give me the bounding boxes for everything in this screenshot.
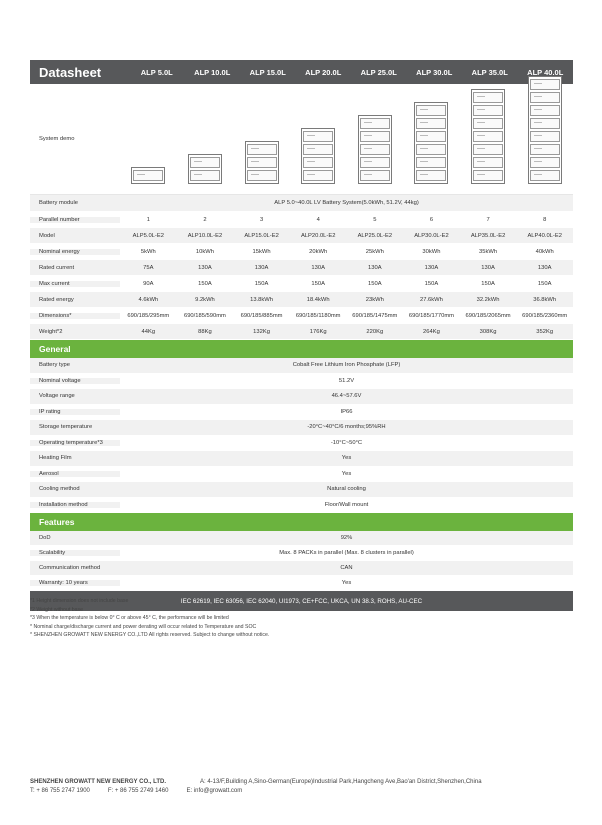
general-value: -20°C~40°C/6 months;95%RH <box>307 424 386 431</box>
battery-module-icon <box>530 79 560 90</box>
spec-value: 690/185/885mm <box>240 312 283 319</box>
footnote: *3 When the temperature is below 0° C or above 45° C, the performance will be limited <box>30 615 229 622</box>
spec-value: ALP15.0L-E2 <box>244 232 279 239</box>
battery-module-icon <box>360 144 390 155</box>
datasheet-title: Datasheet <box>39 64 102 80</box>
general-label: IP rating <box>30 409 120 415</box>
features-value: Max. 8 PACKs in parallel (Max. 8 clusters in parallel) <box>279 550 414 556</box>
battery-module-icon <box>530 157 560 168</box>
footnote: * SHENZHEN GROWATT NEW ENERGY CO.,LTD All rights reserved. Subject to change without notice. <box>30 632 270 639</box>
spec-value: 690/185/1475mm <box>352 312 398 319</box>
spec-label: Rated energy <box>39 296 74 303</box>
battery-module-icon <box>190 157 220 168</box>
spec-value: 44Kg <box>141 328 156 335</box>
model-header: ALP 15.0L <box>249 67 286 77</box>
battery-module-icon <box>247 170 277 181</box>
battery-stack-icon <box>245 141 279 184</box>
spec-value: 690/185/295mm <box>127 312 170 319</box>
spec-value: 690/185/2360mm <box>522 312 568 319</box>
battery-module-icon <box>360 157 390 168</box>
general-row <box>30 498 573 514</box>
general-label: Installation method <box>30 502 120 508</box>
features-row <box>30 546 573 561</box>
model-header: ALP 35.0L <box>471 67 508 77</box>
spec-value: 264Kg <box>423 328 440 335</box>
battery-stack-cell <box>233 84 290 194</box>
battery-stack-cell <box>347 84 404 194</box>
general-value: IP66 <box>340 408 353 415</box>
spec-value: 150A <box>198 280 212 287</box>
spec-value: 15kWh <box>252 248 271 255</box>
company-name: SHENZHEN GROWATT NEW ENERGY CO., LTD. <box>30 779 167 785</box>
general-label: Aerosol <box>30 471 120 477</box>
spec-value: 27.6kWh <box>419 296 443 303</box>
spec-label: Parallel number <box>30 217 120 223</box>
spec-value: 130A <box>368 264 382 271</box>
spec-value: 25kWh <box>365 248 384 255</box>
spec-value: 30kWh <box>422 248 441 255</box>
spec-value: 23kWh <box>365 296 384 303</box>
general-label: Battery type <box>39 362 70 369</box>
battery-module-icon <box>530 170 560 181</box>
battery-module-icon <box>303 131 333 142</box>
company-tel: T: + 86 755 2747 1900 <box>30 788 90 794</box>
model-header: ALP 40.0L <box>527 67 564 77</box>
features-label: Communication method <box>39 565 101 571</box>
datasheet-header <box>30 60 573 84</box>
page-footer <box>30 779 573 794</box>
spec-row-weight <box>30 324 573 340</box>
spec-value: 6 <box>429 216 434 223</box>
general-value: Yes <box>341 455 352 462</box>
company-address: A: 4-13/F,Building A,Sino-German(Europe)Industrial Park,Hangcheng Ave,Bao'an District,Shenzhen,China <box>200 779 482 785</box>
battery-stack-cell <box>403 84 460 194</box>
battery-module-icon <box>473 144 503 155</box>
battery-module-icon <box>303 170 333 181</box>
general-row <box>30 467 573 483</box>
company-fax: F: + 86 755 2749 1460 <box>107 788 169 794</box>
spec-value: 4 <box>316 216 320 223</box>
spec-value: 10kWh <box>195 248 214 255</box>
spec-value: 18.4kWh <box>306 296 330 303</box>
spec-value: 150A <box>537 280 552 287</box>
general-row <box>30 436 573 452</box>
battery-module-icon <box>416 144 446 155</box>
battery-module-icon <box>473 92 503 103</box>
system-demo-row <box>30 84 573 195</box>
spec-value: 150A <box>368 280 382 287</box>
spec-value: 7 <box>486 216 490 223</box>
battery-stack-icon <box>471 89 505 184</box>
spec-label: Dimensions* <box>30 313 120 319</box>
battery-module-icon <box>416 170 446 181</box>
battery-module-icon <box>416 131 446 142</box>
spec-value: 130A <box>311 264 325 271</box>
general-value: 46.4~57.6V <box>331 393 362 400</box>
features-value: Yes <box>341 580 352 586</box>
battery-module-icon <box>530 131 560 142</box>
battery-module-icon <box>303 157 333 168</box>
battery-stack-icon <box>528 76 562 184</box>
footnote: *2 Weight without base <box>30 606 83 613</box>
battery-module-icon <box>303 144 333 155</box>
battery-module-icon <box>530 144 560 155</box>
battery-stack-icon <box>131 167 165 184</box>
spec-value: 132Kg <box>253 328 270 335</box>
spec-value: 35kWh <box>479 248 498 255</box>
general-label: Cooling method <box>39 486 80 493</box>
spec-value: ALP20.0L-E2 <box>300 232 336 239</box>
spec-row-battery-module: Battery module ALP 5.0~40.0L LV Battery System(5.0kWh, 51.2V, 44kg) <box>30 195 573 212</box>
general-section-title: General <box>30 340 573 358</box>
battery-module-icon <box>530 105 560 116</box>
footnote: * Nominal charge/discharge current and power derating will occur related to Temperature and SOC <box>30 623 257 630</box>
spec-value: 4.6kWh <box>138 296 159 303</box>
spec-value: 1 <box>146 216 150 223</box>
battery-module-icon <box>416 118 446 129</box>
battery-module-icon <box>247 157 277 168</box>
spec-value: ALP10.0L-E2 <box>187 232 223 239</box>
spec-label: Weight*2 <box>39 328 63 335</box>
spec-value: 690/185/2065mm <box>465 312 511 319</box>
spec-label: Nominal energy <box>30 249 120 255</box>
general-label: Nominal voltage <box>30 378 120 384</box>
spec-value: ALP35.0L-E2 <box>470 232 506 239</box>
features-row <box>30 561 573 576</box>
spec-value: 352Kg <box>536 328 554 335</box>
features-value: 92% <box>340 535 353 541</box>
model-header: ALP 30.0L <box>416 67 453 77</box>
features-value: CAN <box>340 565 353 571</box>
system-demo-label: System demo <box>39 136 75 142</box>
general-value: Cobalt Free Lithium Iron Phosphate (LFP) <box>292 362 401 369</box>
battery-module-icon <box>190 170 220 181</box>
battery-module-icon <box>360 131 390 142</box>
spec-value: 308Kg <box>479 328 497 335</box>
general-label: Heating Film <box>39 455 72 462</box>
battery-module-icon <box>360 118 390 129</box>
spec-value: 150A <box>481 280 495 287</box>
battery-stack-cell <box>290 84 347 194</box>
spec-value: 5kWh <box>140 248 156 255</box>
company-email: E: info@growatt.com <box>186 788 243 794</box>
spec-value: 150A <box>254 280 269 287</box>
spec-value: 690/185/590mm <box>183 312 226 319</box>
general-value: Floor/Wall mount <box>324 501 369 508</box>
model-header: ALP 5.0L <box>140 67 173 77</box>
model-header: ALP 25.0L <box>360 67 397 77</box>
general-value: -10°C~50°C <box>330 439 363 446</box>
general-value: Yes <box>341 470 352 477</box>
spec-value: 2 <box>203 216 207 223</box>
spec-value: 150A <box>311 280 325 287</box>
battery-stack-icon <box>188 154 222 184</box>
general-row <box>30 405 573 421</box>
spec-value: 88Kg <box>198 328 212 335</box>
features-label: DoD <box>39 535 51 541</box>
spec-value: 36.8kWh <box>533 296 557 303</box>
battery-module-icon <box>133 170 163 181</box>
battery-stack-cell <box>460 84 517 194</box>
spec-value: 9.2kWh <box>195 296 215 303</box>
datasheet-table <box>30 60 573 611</box>
battery-module-icon <box>530 92 560 103</box>
features-section-title: Features <box>30 513 573 531</box>
features-row <box>30 576 573 591</box>
spec-value: 5 <box>373 216 377 223</box>
spec-value: 130A <box>424 264 439 271</box>
features-label: Warranty: 10 years <box>30 580 120 586</box>
spec-value: 40kWh <box>535 248 554 255</box>
battery-module-icon <box>247 144 277 155</box>
spec-value: 690/185/1180mm <box>295 312 341 319</box>
spec-row-nominal-energy <box>30 244 573 260</box>
battery-stack-icon <box>414 102 448 184</box>
footnotes <box>30 597 269 640</box>
spec-value: ALP40.0L-E2 <box>527 232 562 239</box>
model-header: ALP 20.0L <box>305 67 342 77</box>
spec-value: 690/185/1770mm <box>408 312 454 319</box>
general-row <box>30 482 573 498</box>
battery-stack-icon <box>358 115 392 184</box>
general-label: Storage temperature <box>39 424 93 431</box>
general-label: Operating temperature*3 <box>30 440 120 446</box>
general-value: 51.2V <box>338 377 355 384</box>
spec-value: ALP30.0L-E2 <box>414 232 449 239</box>
spec-value: 75A <box>143 264 154 271</box>
spec-row-dimensions <box>30 308 573 324</box>
spec-value: ALP25.0L-E2 <box>357 232 393 239</box>
battery-stack-icon <box>301 128 335 184</box>
spec-value: 13.8kWh <box>250 296 273 303</box>
spec-row-max-current <box>30 276 573 292</box>
spec-label: Max current <box>30 281 120 287</box>
battery-module-icon <box>473 131 503 142</box>
spec-value: 176Kg <box>309 328 327 335</box>
battery-module-icon <box>416 105 446 116</box>
spec-value: 130A <box>481 264 495 271</box>
spec-label: Model <box>39 232 55 239</box>
battery-stack-cell <box>120 84 177 194</box>
spec-value: 20kWh <box>309 248 328 255</box>
battery-module-icon <box>530 118 560 129</box>
spec-value: 130A <box>537 264 552 271</box>
battery-module-icon <box>473 105 503 116</box>
spec-value: 150A <box>424 280 439 287</box>
spec-row-parallel-number <box>30 212 573 228</box>
spec-value: 8 <box>543 216 547 223</box>
general-row <box>30 374 573 390</box>
general-label: Voltage range <box>39 393 75 400</box>
battery-stack-cell <box>516 84 573 194</box>
general-row <box>30 451 573 467</box>
battery-module-icon <box>473 157 503 168</box>
battery-module-icon <box>473 170 503 181</box>
spec-row-rated-current <box>30 260 573 276</box>
spec-row-model <box>30 228 573 244</box>
model-header: ALP 10.0L <box>194 67 231 77</box>
battery-module-icon <box>360 170 390 181</box>
battery-module-icon <box>416 157 446 168</box>
spec-value: 90A <box>143 280 154 287</box>
spec-value: 130A <box>198 264 212 271</box>
certifications-bar: IEC 62619, IEC 63056, IEC 62040, UI1973, CE+FCC, UKCA, UN 38.3, ROHS, AU-CEC <box>30 591 573 611</box>
features-row <box>30 531 573 546</box>
spec-value: 3 <box>259 216 264 223</box>
spec-row-rated-energy <box>30 292 573 308</box>
general-row <box>30 389 573 405</box>
footnote: *1 Height dimension does not include base <box>30 598 129 604</box>
general-row <box>30 358 573 374</box>
spec-value: 130A <box>254 264 269 271</box>
general-value: Natural cooling <box>327 486 366 493</box>
features-label: Scalability <box>30 550 120 556</box>
spec-value: 32.2kWh <box>476 296 500 303</box>
spec-value: 220Kg <box>366 328 384 335</box>
spec-label: Rated current <box>39 264 75 271</box>
spec-value: ALP5.0L-E2 <box>132 232 164 239</box>
battery-stack-cell <box>177 84 234 194</box>
battery-module-icon <box>473 118 503 129</box>
general-row <box>30 420 573 436</box>
